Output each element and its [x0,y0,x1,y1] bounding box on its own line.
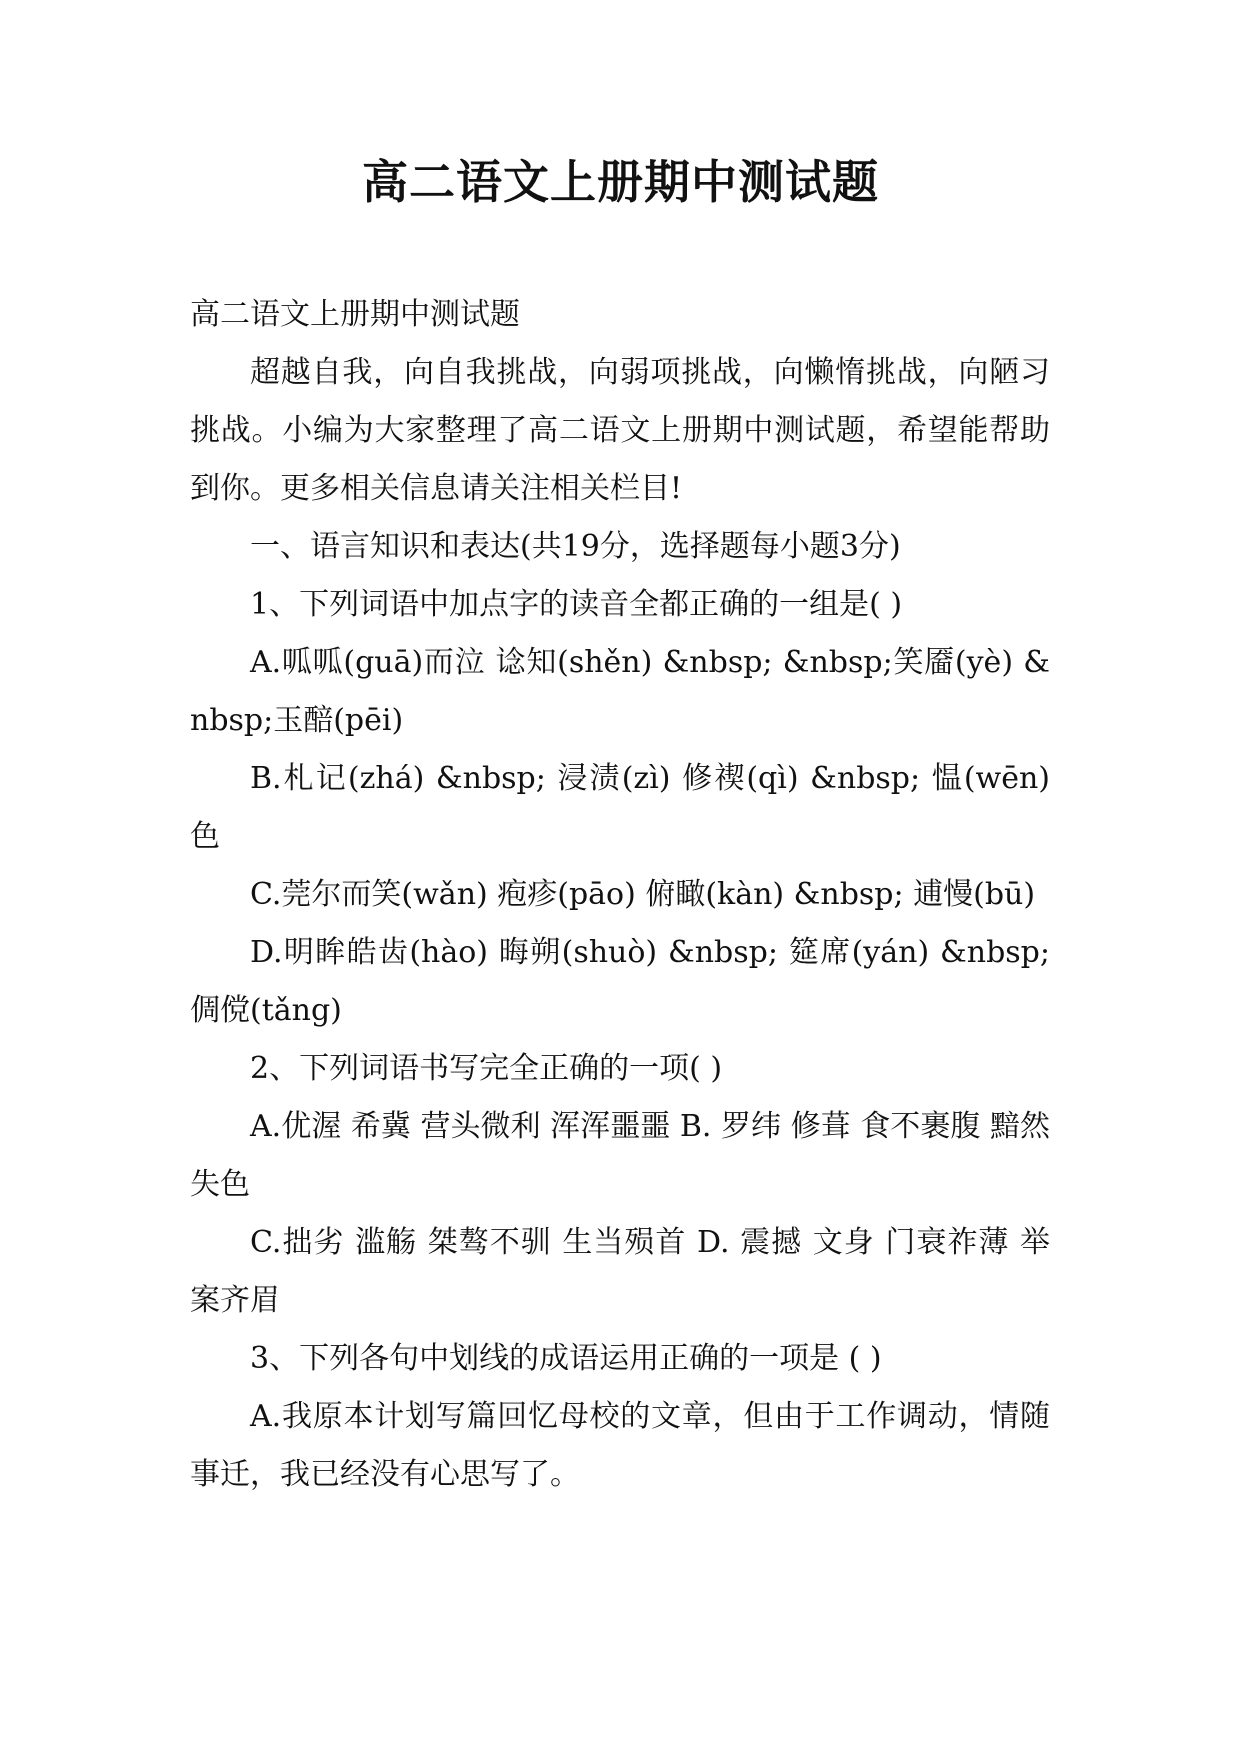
question-1: 1、下列词语中加点字的读音全都正确的一组是( ) [250,587,903,622]
question-1-option-c: C.莞尔而笑(wǎn) 疱疹(pāo) 俯瞰(kàn) &nbsp; 逋慢(bū) [250,877,1036,912]
section-heading: 一、语言知识和表达(共19分，选择题每小题3分) [250,529,901,564]
question-2: 2、下列词语书写完全正确的一项( ) [250,1051,723,1086]
question-2-options-ab: A.优渥 希冀 营头微利 浑浑噩噩 B. 罗纬 修葺 食不裹腹 黯然失色 [190,1109,1050,1202]
question-3: 3、下列各句中划线的成语运用正确的一项是 ( ) [250,1341,882,1376]
document-title: 高二语文上册期中测试题 [362,155,879,209]
question-1-option-b: B.札记(zhá) &nbsp; 浸渍(zì) 修禊(qì) &nbsp; 愠(wēn)色 [190,761,1050,854]
paragraph-heading: 高二语文上册期中测试题 [190,297,520,332]
question-3-option-a: A.我原本计划写篇回忆母校的文章，但由于工作调动，情随事迁，我已经没有心思写了。 [190,1399,1050,1492]
paragraph-intro: 超越自我，向自我挑战，向弱项挑战，向懒惰挑战，向陋习挑战。小编为大家整理了高二语文上册期中测试题，希望能帮助到你。更多相关信息请关注相关栏目! [190,355,1050,506]
question-2-options-cd: C.拙劣 滥觞 桀骜不驯 生当殒首 D. 震撼 文身 门衰祚薄 举案齐眉 [190,1225,1050,1318]
question-1-option-a: A.呱呱(guā)而泣 谂知(shěn) &nbsp; &nbsp;笑靥(yè) &nbsp;玉醅(pēi) [190,645,1050,738]
document-body [190,286,1050,1504]
question-1-option-d: D.明眸皓齿(hào) 晦朔(shuò) &nbsp; 筵席(yán) &nbsp; 倜傥(tǎng) [190,935,1050,1028]
